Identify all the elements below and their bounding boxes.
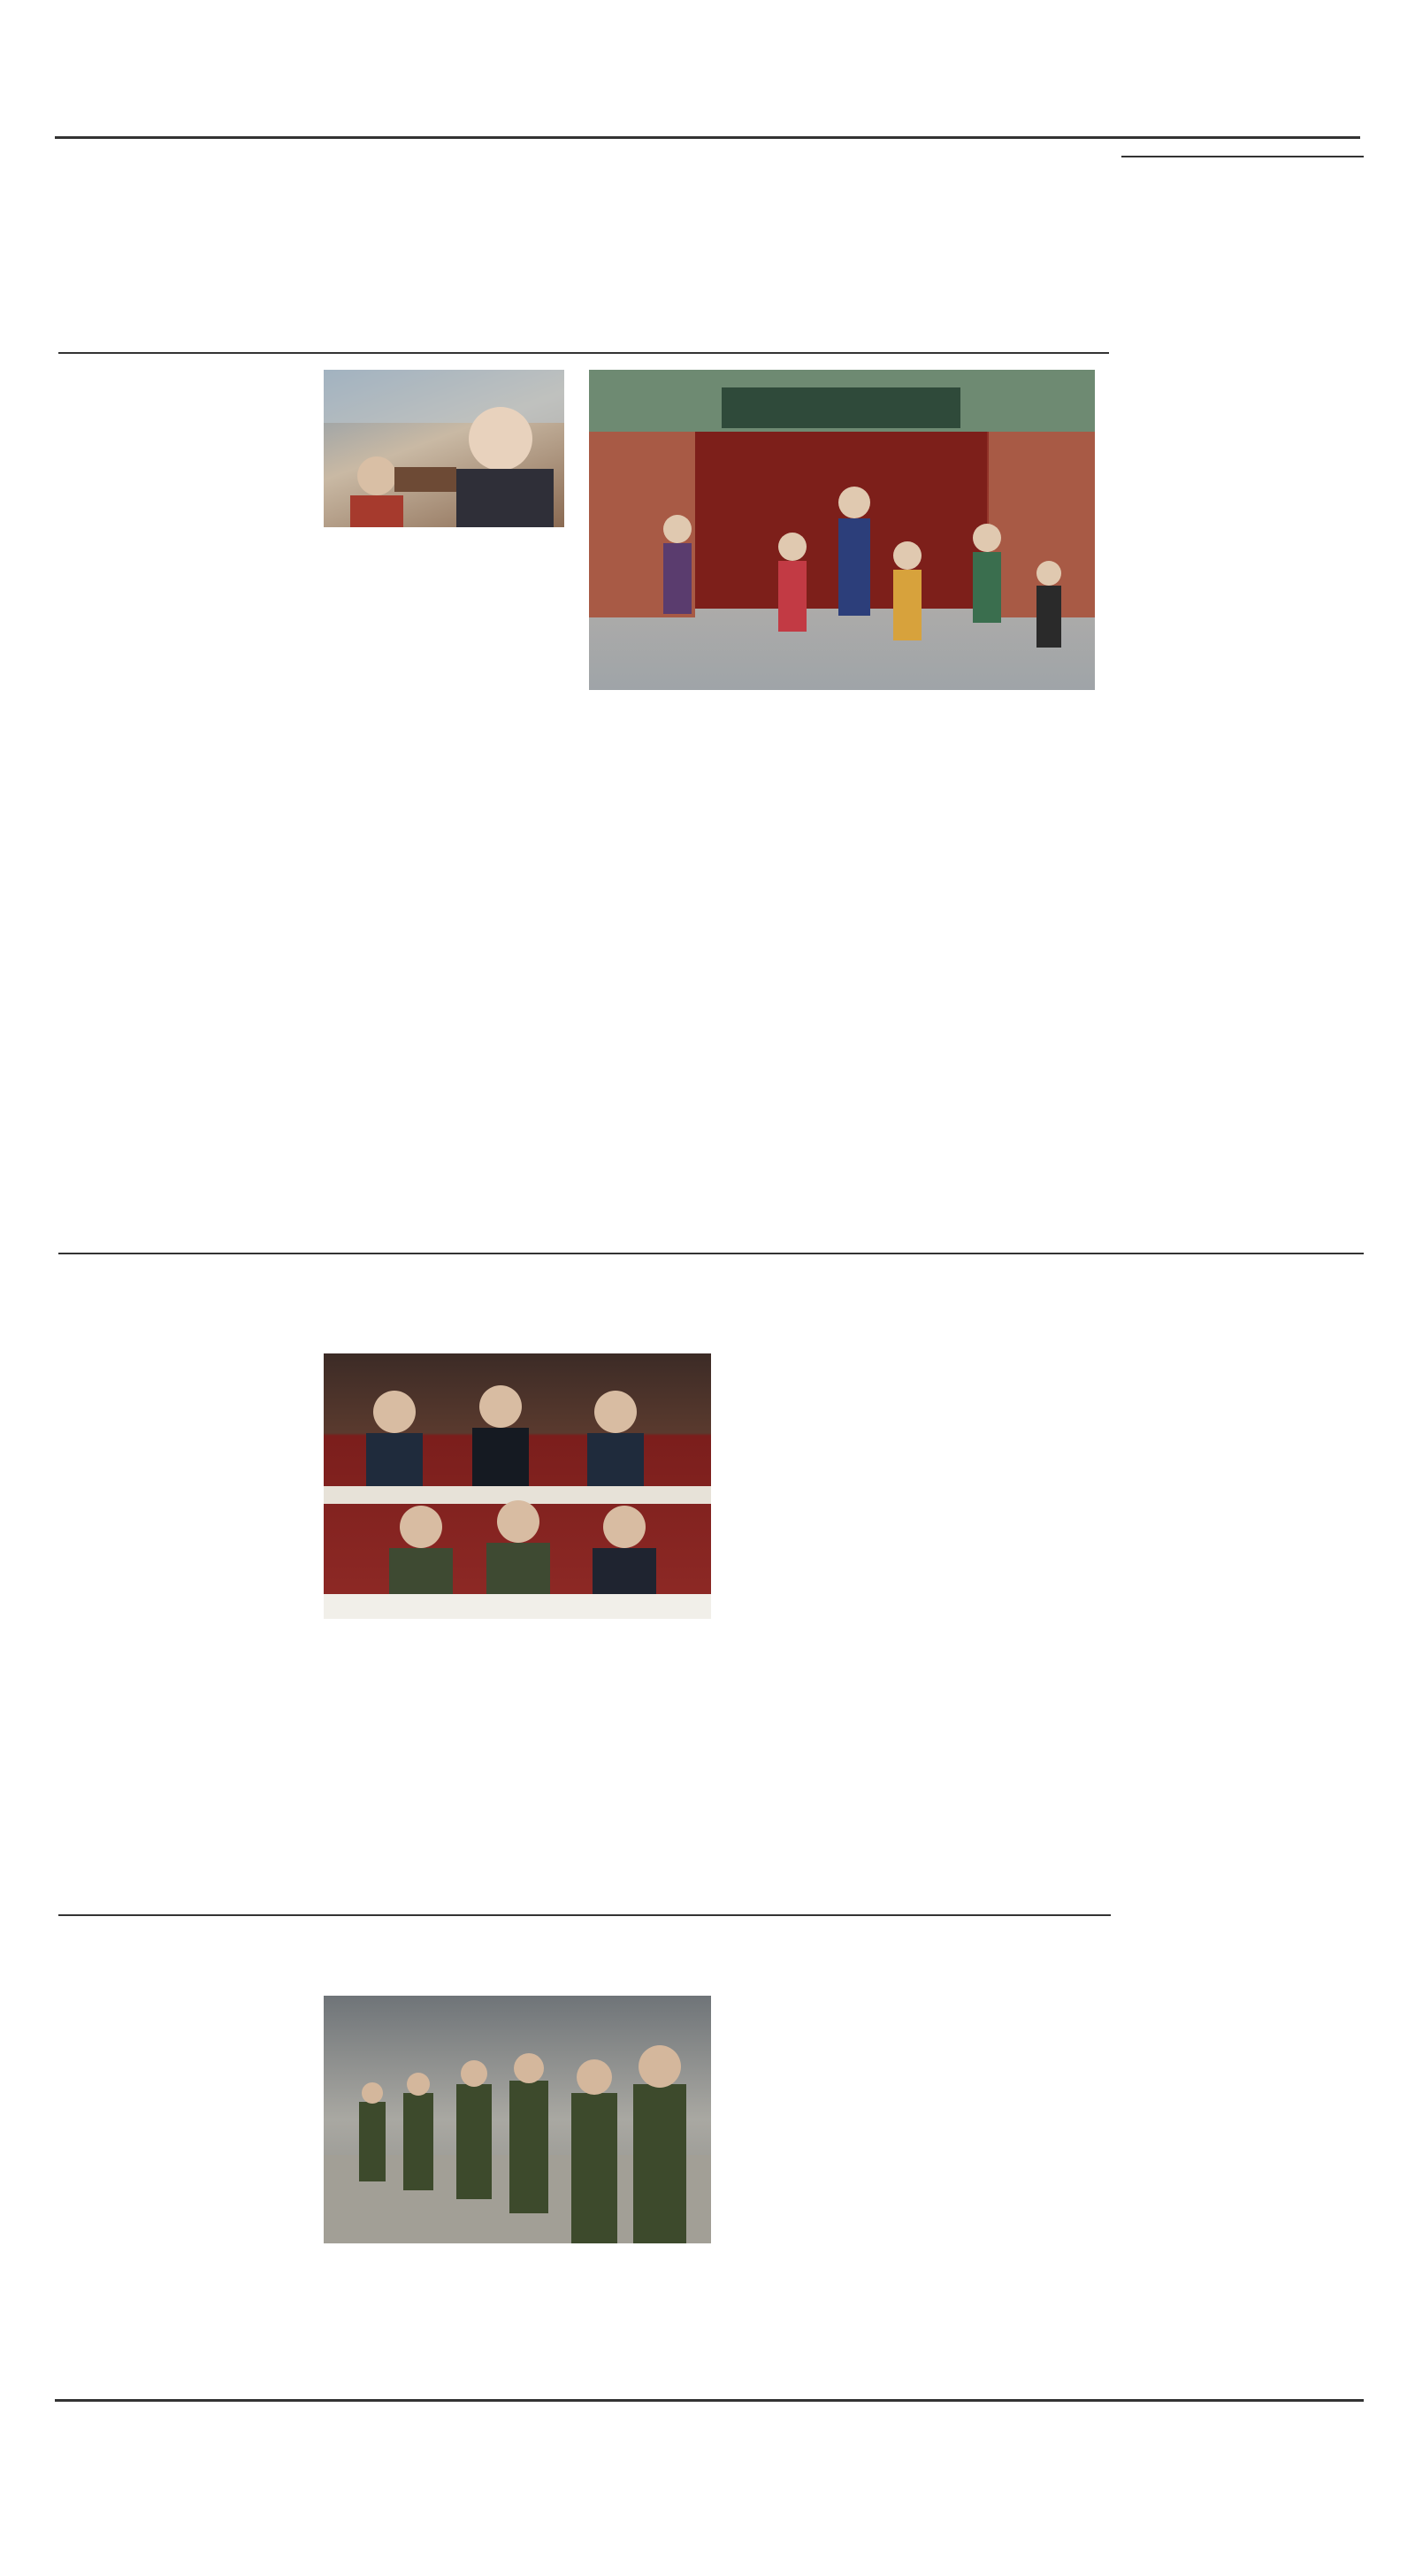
article-3-column-1 — [58, 1997, 308, 2387]
section-logo — [580, 71, 845, 136]
section-divider-1 — [58, 1253, 1364, 1254]
article-3-column-2 — [324, 2256, 580, 2387]
pla-delegates-photo — [324, 1996, 711, 2243]
mukden-palace-performance-photo — [589, 370, 1095, 690]
photo-illustration — [324, 370, 564, 527]
article-3-column-5 — [1121, 1925, 1364, 2387]
article-1-rule — [58, 352, 1109, 354]
article-2-column-4 — [890, 1346, 1111, 1904]
article-2-column-1 — [58, 1346, 308, 1904]
photo-illustration — [324, 1353, 711, 1619]
article-1-column-3 — [589, 702, 830, 1244]
article-3-column-3 — [589, 2256, 884, 2387]
article-1-column-2 — [324, 619, 564, 1244]
zhang-liu-presidium-photo — [324, 1353, 711, 1619]
article-1-column-1 — [58, 363, 310, 1244]
article-2-column-3 — [589, 1633, 884, 1904]
article-2-column-2 — [324, 1633, 580, 1904]
photo-illustration — [324, 1996, 711, 2243]
consul-general-video-photo — [324, 370, 564, 527]
article-1-column-4 — [853, 702, 1095, 1244]
photo-1-caption — [324, 536, 564, 610]
article-2-column-5 — [1121, 1346, 1364, 1904]
article-3-column-4 — [890, 1925, 1111, 2387]
ad-block[interactable] — [55, 2399, 1364, 2402]
photo-illustration — [589, 370, 1095, 690]
masthead-rule — [55, 136, 1360, 139]
subheading — [1121, 156, 1364, 163]
ismile-dental-ad[interactable] — [55, 2396, 1364, 2572]
photo-2-caption — [725, 1353, 884, 1619]
section-divider-2 — [58, 1914, 1111, 1916]
article-1-column-5 — [1121, 152, 1364, 1244]
photo-3-caption — [725, 1996, 884, 2243]
